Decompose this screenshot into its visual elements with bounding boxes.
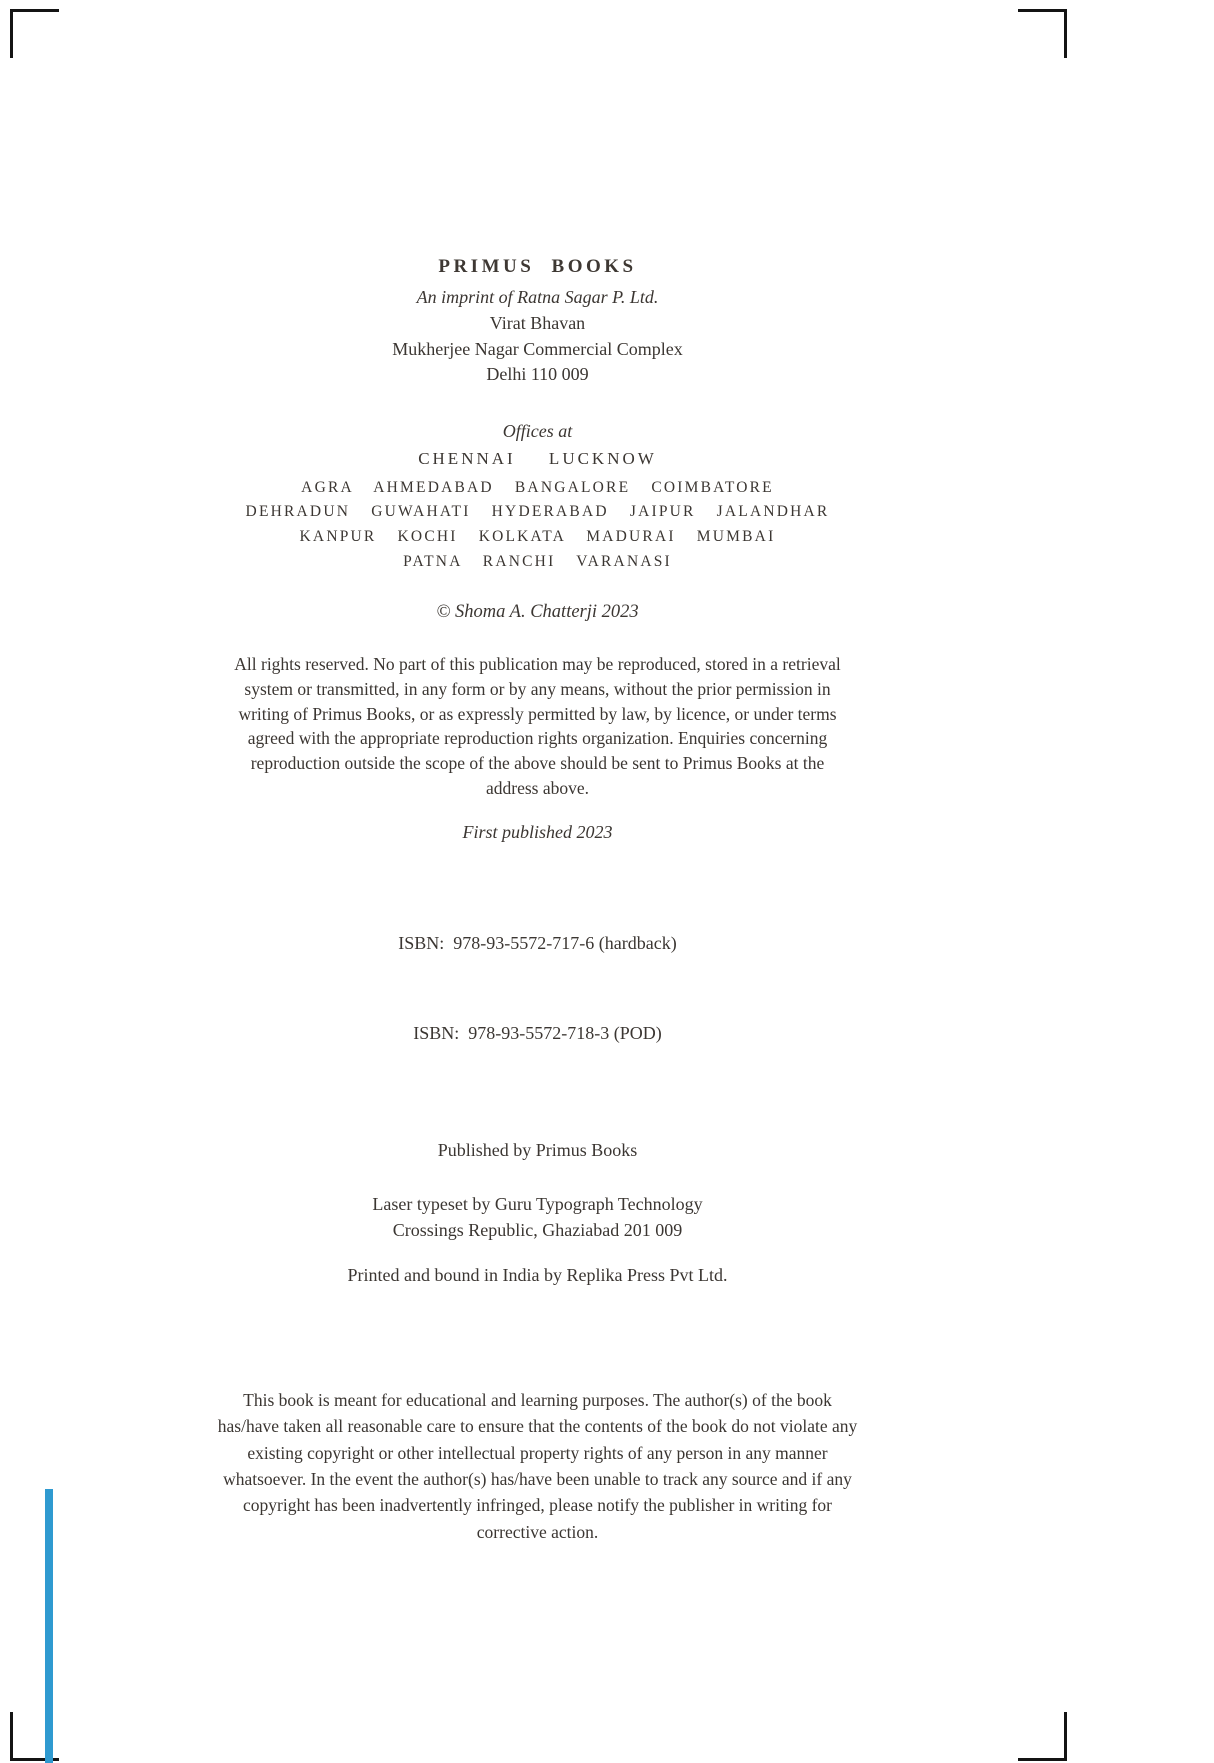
typeset-line: Laser typeset by Guru Typograph Technology	[372, 1194, 703, 1215]
isbn-hardback: ISBN: 978-93-5572-717-6 (hardback)	[398, 933, 677, 954]
offices-primary-cities: CHENNAI LUCKNOW	[418, 448, 657, 468]
imprint-line: An imprint of Ratna Sagar P. Ltd.	[416, 287, 659, 307]
educational-disclaimer-paragraph: This book is meant for educational and learning purposes. The author(s) of the book has/have taken all reasonable care to ensure that the contents of the book do not violate any existing copyright or other intellectual property rights of any person in any manner whatsoever. In the event the author(s) has/have been unable to track any source and if any copyright has been inadvertently infringed, please notify the publisher in writing for corrective action.	[217, 1390, 858, 1542]
publisher-address	[0, 311, 1075, 388]
first-published-line: First published 2023	[462, 822, 613, 843]
offices-line: DEHRADUN GUWAHATI HYDERABAD JAIPUR JALANDHAR	[245, 503, 830, 521]
offices-line: PATNA RANCHI VARANASI	[403, 552, 672, 570]
offices-heading: Offices at	[502, 420, 573, 441]
typeset-line: Crossings Republic, Ghaziabad 201 009	[392, 1220, 683, 1241]
address-line: Virat Bhavan	[489, 313, 586, 333]
offices-line: KANPUR KOCHI KOLKATA MADURAI MUMBAI	[299, 528, 776, 546]
rights-reserved-paragraph: All rights reserved. No part of this publication may be reproduced, stored in a retrieval system or transmitted, in any form or by any means, without the prior permission in writing of Primus Books, or as expressly permitted by law, by licence, or under terms agreed with the appropriate reproduction rights organization. Enquiries concerning reproduction outside the scope of the above should be sent to Primus Books at the address above.	[234, 653, 841, 799]
crop-mark-bottom-right-icon	[1018, 1712, 1067, 1761]
typesetter-block	[0, 1191, 1075, 1243]
address-line: Delhi 110 009	[486, 364, 589, 384]
isbn-pod: ISBN: 978-93-5572-718-3 (POD)	[413, 1023, 662, 1044]
offices-line: AGRA AHMEDABAD BANGALORE COIMBATORE	[301, 478, 774, 496]
copyright-notice: © Shoma A. Chatterji 2023	[436, 601, 639, 622]
publisher-name: PRIMUS BOOKS	[438, 256, 637, 277]
printer-line: Printed and bound in India by Replika Press Pvt Ltd.	[347, 1265, 728, 1286]
published-by-line: Published by Primus Books	[437, 1140, 638, 1161]
offices-city-list	[0, 476, 1075, 575]
address-line: Mukherjee Nagar Commercial Complex	[392, 338, 683, 359]
isbn-block	[0, 868, 1075, 1108]
